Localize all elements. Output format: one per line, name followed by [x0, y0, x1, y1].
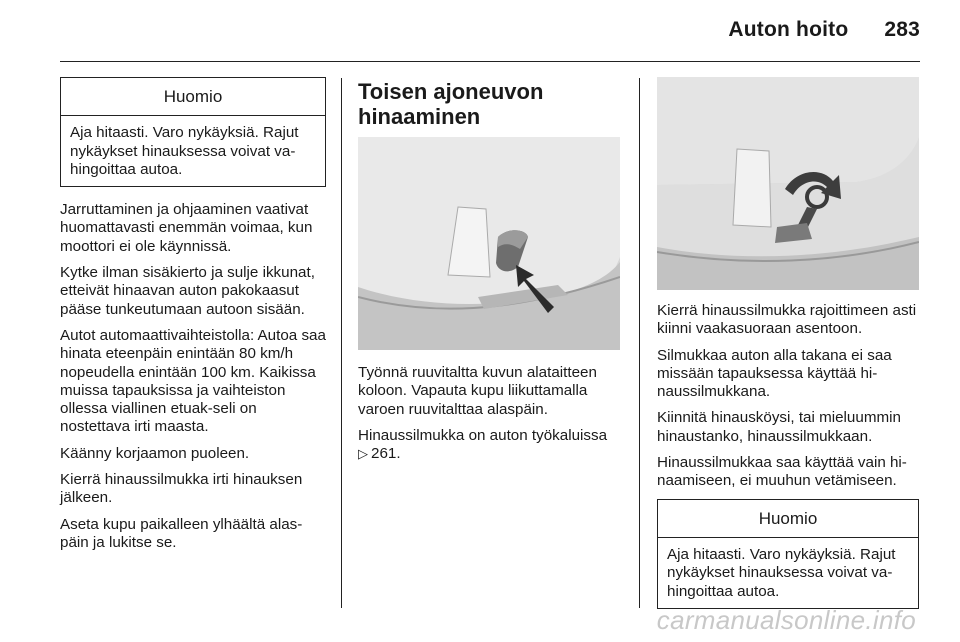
column-3: [657, 77, 919, 623]
paragraph: Aseta kupu paikalleen ylhäältä alas-päin ja lukitse se.: [60, 515, 303, 551]
notice-title: Huomio: [61, 78, 325, 116]
paragraph: Autot automaattivaihteistolla: Autoa saa hinata eteenpäin enintään 80 km/h nopeudella enintään 100 km. Kaikissa muissa tapauksissa ja vaihteiston ollessa viallinen etuak-seli on nostettava irti maasta.: [60, 326, 326, 436]
page-header: [728, 18, 920, 42]
notice-box: [657, 499, 919, 609]
reference-paragraph: [358, 427, 620, 464]
notice-title: Huomio: [658, 500, 918, 538]
notice-text: Aja hitaasti. Varo nykäyksiä. Rajut nykäykset hinauksessa voivat va-hingoittaa autoa.: [667, 545, 896, 600]
paragraph: Kierrä hinaussilmukka irti hinauksen jälkeen.: [60, 471, 303, 507]
column-divider-2: [639, 78, 640, 608]
column-1: [60, 77, 326, 560]
paragraph: Käänny korjaamon puoleen.: [60, 444, 250, 462]
towing-eye-illustration: [657, 77, 919, 290]
column-divider-1: [341, 78, 342, 608]
bumper-cover-illustration: [358, 137, 620, 350]
chapter-title: Auton hoito: [728, 18, 849, 41]
reference-text: Hinaussilmukka on auton työkaluissa: [358, 426, 608, 444]
paragraph: Kytke ilman sisäkierto ja sulje ikkunat, etteivät hinaavan auton pakokaasut pääse tunkeutumaan autoon sisään.: [60, 264, 315, 318]
reference-link[interactable]: 261.: [371, 445, 401, 463]
watermark-text: carmanualsonline.info: [656, 605, 916, 635]
column-2: [358, 77, 620, 471]
paragraph: Työnnä ruuvitaltta kuvun alataitteen koloon. Vapauta kupu liikuttamalla varoen ruuvitalttaa alaspäin.: [358, 364, 597, 418]
paragraph: Kiinnitä hinausköysi, tai mieluummin hinaustanko, hinaussilmukkaan.: [657, 409, 901, 445]
paragraph: Silmukkaa auton alla takana ei saa missään tapauksessa käyttää hi-naussilmukkana.: [657, 346, 892, 401]
paragraph: Hinaussilmukkaa saa käyttää vain hi-naamiseen, ei muuhun vetämiseen.: [657, 454, 907, 490]
notice-box: [60, 77, 326, 187]
notice-text: Aja hitaasti. Varo nykäyksiä. Rajut nykäykset hinauksessa voivat va-hingoittaa autoa.: [70, 124, 299, 178]
page-number: 283: [884, 18, 920, 41]
section-title: Toisen ajoneuvon hinaaminen: [358, 79, 544, 129]
paragraph: Jarruttaminen ja ohjaaminen vaativat huomattavasti enemmän voimaa, kun moottori ei ole käynnissä.: [60, 201, 313, 255]
header-divider: [60, 61, 920, 62]
triangle-right-icon: ▷: [358, 446, 368, 462]
paragraph: Kierrä hinaussilmukka rajoittimeen asti kiinni vaakasuoraan asentoon.: [657, 302, 917, 338]
